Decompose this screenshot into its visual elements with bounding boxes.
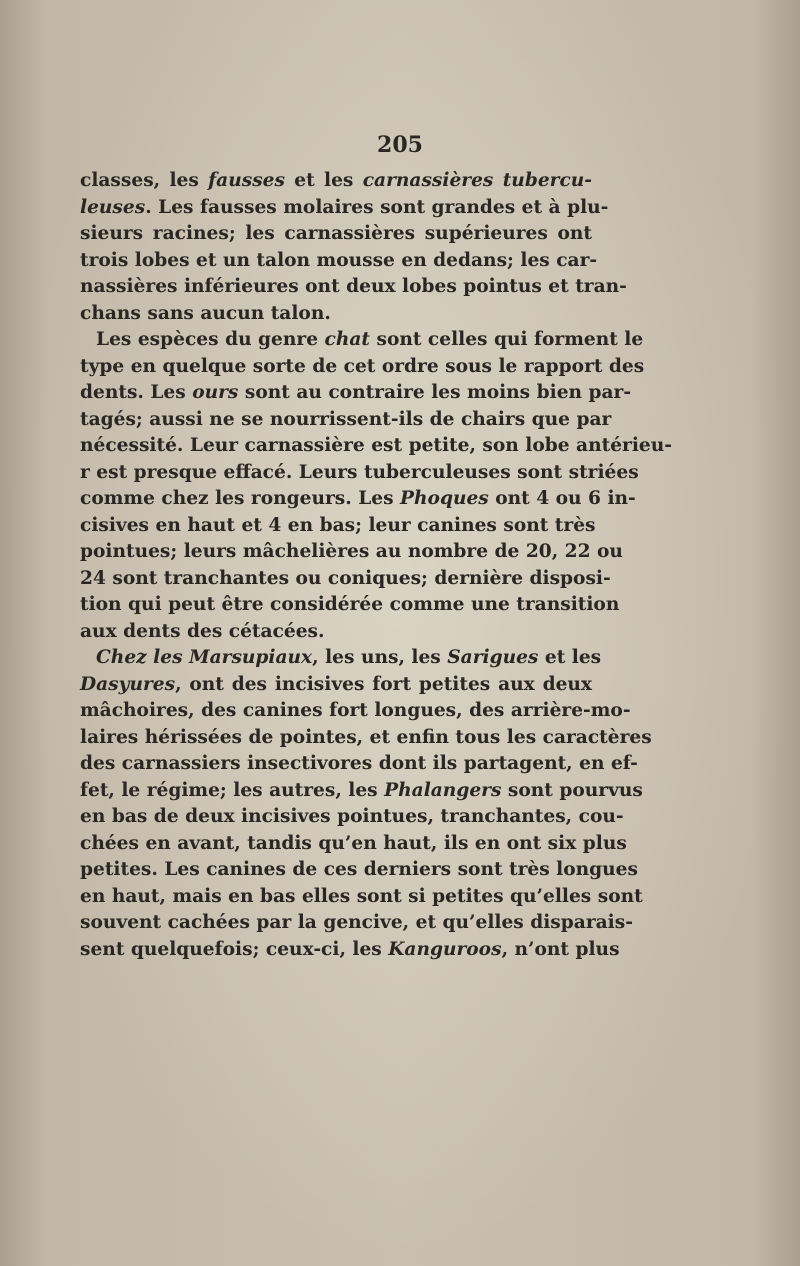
text-segment: comme chez les rongeurs. Les — [80, 488, 401, 509]
text-segment: sent quelquefois; ceux-ci, les — [80, 938, 389, 960]
italic-text: Phalangers — [384, 779, 502, 801]
text-line — [80, 354, 645, 381]
text-line — [80, 619, 592, 646]
text-line — [80, 910, 633, 937]
italic-text: carnassières tubercu- — [362, 170, 593, 191]
text-line — [80, 751, 638, 778]
text-line — [80, 884, 643, 911]
text-line — [80, 195, 609, 222]
text-segment: 24 sont tranchantes ou coniques; dernière disposi- — [80, 567, 611, 589]
text-line — [80, 857, 638, 884]
text-line — [80, 433, 672, 460]
italic-text: Chez les Marsupiaux — [96, 647, 313, 668]
italic-text: Sarigues — [447, 647, 539, 668]
page-number: 205 — [377, 132, 423, 158]
text-segment: sieurs racines; les carnassières supérieures ont — [80, 223, 592, 244]
text-line — [80, 592, 620, 619]
text-line — [80, 407, 612, 434]
text-segment: aux dents des cétacées. — [80, 620, 325, 642]
text-line — [80, 778, 643, 805]
text-segment: pointues; leurs mâchelières au nombre de 20, 22 ou — [80, 541, 623, 562]
text-line — [80, 486, 636, 513]
text-line — [80, 804, 624, 831]
text-segment: , n’ont plus — [501, 938, 620, 960]
text-line — [80, 725, 652, 752]
text-line — [80, 460, 639, 487]
text-line — [80, 831, 627, 858]
text-line — [80, 672, 592, 699]
text-segment: nécessité. Leur carnassière est petite, son lobe antérieu- — [80, 435, 672, 456]
text-line — [80, 327, 644, 354]
text-line — [80, 274, 627, 301]
text-line — [80, 566, 611, 593]
text-segment: chans sans aucun talon. — [80, 302, 331, 324]
text-line — [80, 645, 602, 672]
text-segment: trois lobes et un talon mousse en dedans; les car- — [80, 249, 598, 271]
text-line — [80, 380, 632, 407]
text-segment: . Les fausses molaires sont grandes et à plu- — [145, 196, 609, 218]
italic-text: ours — [192, 382, 239, 403]
text-segment: des carnassiers insectivores dont ils partagent, en ef- — [80, 753, 638, 774]
text-line — [80, 539, 623, 566]
italic-text: leuses — [80, 196, 146, 218]
text-segment: classes, les — [80, 170, 209, 191]
text-segment: mâchoires, des canines fort longues, des arrière-mo- — [80, 700, 631, 721]
italic-text: chat — [324, 329, 370, 350]
text-line — [80, 248, 598, 275]
text-segment: fet, le régime; les autres, les — [80, 779, 385, 801]
text-segment: et les — [538, 647, 602, 668]
text-segment: tagés; aussi ne se nourrissent-ils de chairs que par — [80, 408, 612, 430]
italic-text: fausses — [208, 170, 285, 191]
text-segment: laires hérissées de pointes, et enfin tous les caractères — [80, 726, 652, 748]
text-segment: souvent cachées par la gencive, et qu’elles disparais- — [80, 912, 633, 933]
text-segment: sont pourvus — [501, 779, 643, 801]
italic-text: Dasyures — [80, 673, 176, 695]
text-segment: en haut, mais en bas elles sont si petites qu’elles sont — [80, 885, 643, 907]
text-segment: , les uns, les — [312, 647, 448, 668]
text-segment: chées en avant, tandis qu’en haut, ils en ont six plus — [80, 832, 627, 854]
text-segment: Les espèces du genre — [96, 329, 325, 350]
text-line — [80, 168, 592, 195]
text-segment: petites. Les canines de ces derniers sont très longues — [80, 859, 638, 880]
body-text — [80, 168, 672, 963]
text-segment: sont au contraire les moins bien par- — [238, 382, 632, 403]
italic-text: Kanguroos — [388, 938, 502, 960]
text-line — [80, 301, 592, 328]
text-segment: sont celles qui forment le — [370, 329, 644, 350]
text-segment: cisives en haut et 4 en bas; leur canines sont très — [80, 514, 596, 536]
text-segment: type en quelque sorte de cet ordre sous le rapport des — [80, 355, 645, 377]
text-segment: en bas de deux incisives pointues, tranchantes, cou- — [80, 806, 624, 827]
text-segment: et les — [284, 170, 363, 191]
text-line — [80, 513, 596, 540]
text-line — [80, 698, 631, 725]
text-segment: tion qui peut être considérée comme une transition — [80, 594, 620, 615]
text-segment: r est presque effacé. Leurs tuberculeuses sont striées — [80, 461, 639, 483]
text-segment: dents. Les — [80, 382, 193, 403]
text-segment: ont 4 ou 6 in- — [488, 488, 636, 509]
text-line — [80, 937, 620, 964]
text-segment: nassières inférieures ont deux lobes pointus et tran- — [80, 276, 627, 297]
text-segment: , ont des incisives fort petites aux deux — [175, 673, 592, 695]
italic-text: Phoques — [400, 488, 489, 509]
text-line — [80, 221, 592, 248]
